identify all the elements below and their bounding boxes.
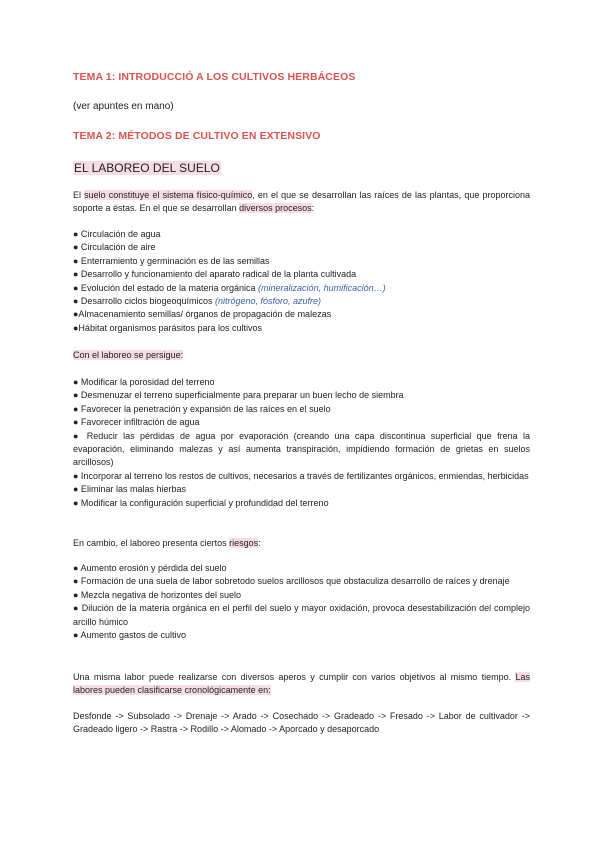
intro-text-3: : [311,203,315,213]
list-item: ● Circulación de aire [73,242,156,253]
persigue-label [73,349,530,362]
riesgos-intro [73,537,530,550]
intro-text-2: , en el que se desarrollan las raíces de las plantas, que proporciona soporte a éstas. En el que se desarrollan [73,190,530,213]
procesos-list [73,228,530,335]
list-item-text: ● Evolución del estado de la materia orgánica [73,282,259,293]
intro-highlight-2: diversos procesos [239,203,312,213]
tema1-heading: TEMA 1: INTRODUCCIÓ A LOS CULTIVOS HERBÁCEOS [73,71,356,83]
ver-apuntes-note: (ver apuntes en mano) [73,101,174,112]
list-item: ●Almacenamiento semillas/ órganos de propagación de malezas [73,309,332,320]
list-item: ● Desarrollo y funcionamiento del aparato radical de la planta cultivada [73,269,357,280]
list-item: ● Favorecer la penetración y expansión de las raíces en el suelo [73,403,331,414]
list-item-text: ● Desarrollo ciclos biogeoquímicos [73,296,215,307]
persigue-label-text: Con el laboreo se persigue: [73,350,184,360]
list-item: ● Eliminar las malas hierbas [73,484,186,495]
section-title [73,161,221,175]
list-item: ● Modificar la porosidad del terreno [73,377,215,387]
list-item: ●Hábitat organismos parásitos para los cultivos [73,322,263,333]
list-item [73,282,530,295]
riesgos-intro-text: En cambio, el laboreo presenta ciertos [73,538,230,548]
list-item: ● Aumento erosión y pérdida del suelo [73,563,227,573]
intro-paragraph [73,189,530,215]
list-item: ● Modificar la configuración superficial y profundidad del terreno [73,497,329,508]
intro-highlight-1: suelo constituye el sistema físico-químico [84,190,253,200]
riesgos-highlight: riesgos [229,538,259,548]
list-item: ● Favorecer infiltración de agua [73,417,200,428]
list-item: ● Mezcla negativa de horizontes del suelo [73,589,242,600]
list-item: ● Incorporar al terreno los restos de cultivos, necesarios a través de fertilizantes orgánicos, enmiendas, herbicidas [73,470,529,481]
labor-paragraph [73,671,530,697]
list-item: ● Desmenuzar el terreno superficialmente para preparar un buen lecho de siembra [73,390,404,401]
tema2-heading: TEMA 2: MÉTODOS DE CULTIVO EN EXTENSIVO [73,130,321,142]
list-item: ● Formación de una suela de labor sobretodo suelos arcillosos que obstaculiza desarrollo de raíces y drenaje [73,576,510,587]
list-item: ● Enterramiento y germinación es de las semillas [73,255,270,266]
list-item-italic: (mineralización, humificación…) [258,282,386,293]
labor-paragraph-text: Una misma labor puede realizarse con diversos aperos y cumplir con varios objetivos al mismo tiempo. [73,672,516,682]
labores-sequence: Desfonde -> Subsolado -> Drenaje -> Arado -> Cosechado -> Gradeado -> Fresado -> Labor de cultivador -> Gradeado ligero -> Rastra -> Rodillo -> Alomado -> Aporcado y desaporcado [73,711,530,734]
riesgos-intro-end: : [258,538,261,548]
persigue-list [73,376,530,510]
list-item: ● Reducir las pérdidas de agua por evaporación (creando una capa discontinua superficial que frena la evaporación, eliminando malezas y así aumenta transpiración, impidiendo formación de grietas en suelos arcillosos) [73,430,530,468]
list-item-italic: (nitrógeno, fósforo, azufre) [215,296,322,307]
list-item: ● Circulación de agua [73,229,161,239]
riesgos-list [73,562,530,642]
labor-paragraph-highlight: Las labores pueden clasificarse cronológicamente en: [73,672,530,695]
list-item [73,295,530,308]
section-title-text: EL LABOREO DEL SUELO [74,161,220,175]
list-item: ● Dilución de la materia orgánica en el perfil del suelo y mayor oxidación, provoca desestabilización del complejo arcillo húmico [73,603,530,627]
list-item: ● Aumento gastos de cultivo [73,630,187,641]
intro-text-1: El [73,190,85,200]
